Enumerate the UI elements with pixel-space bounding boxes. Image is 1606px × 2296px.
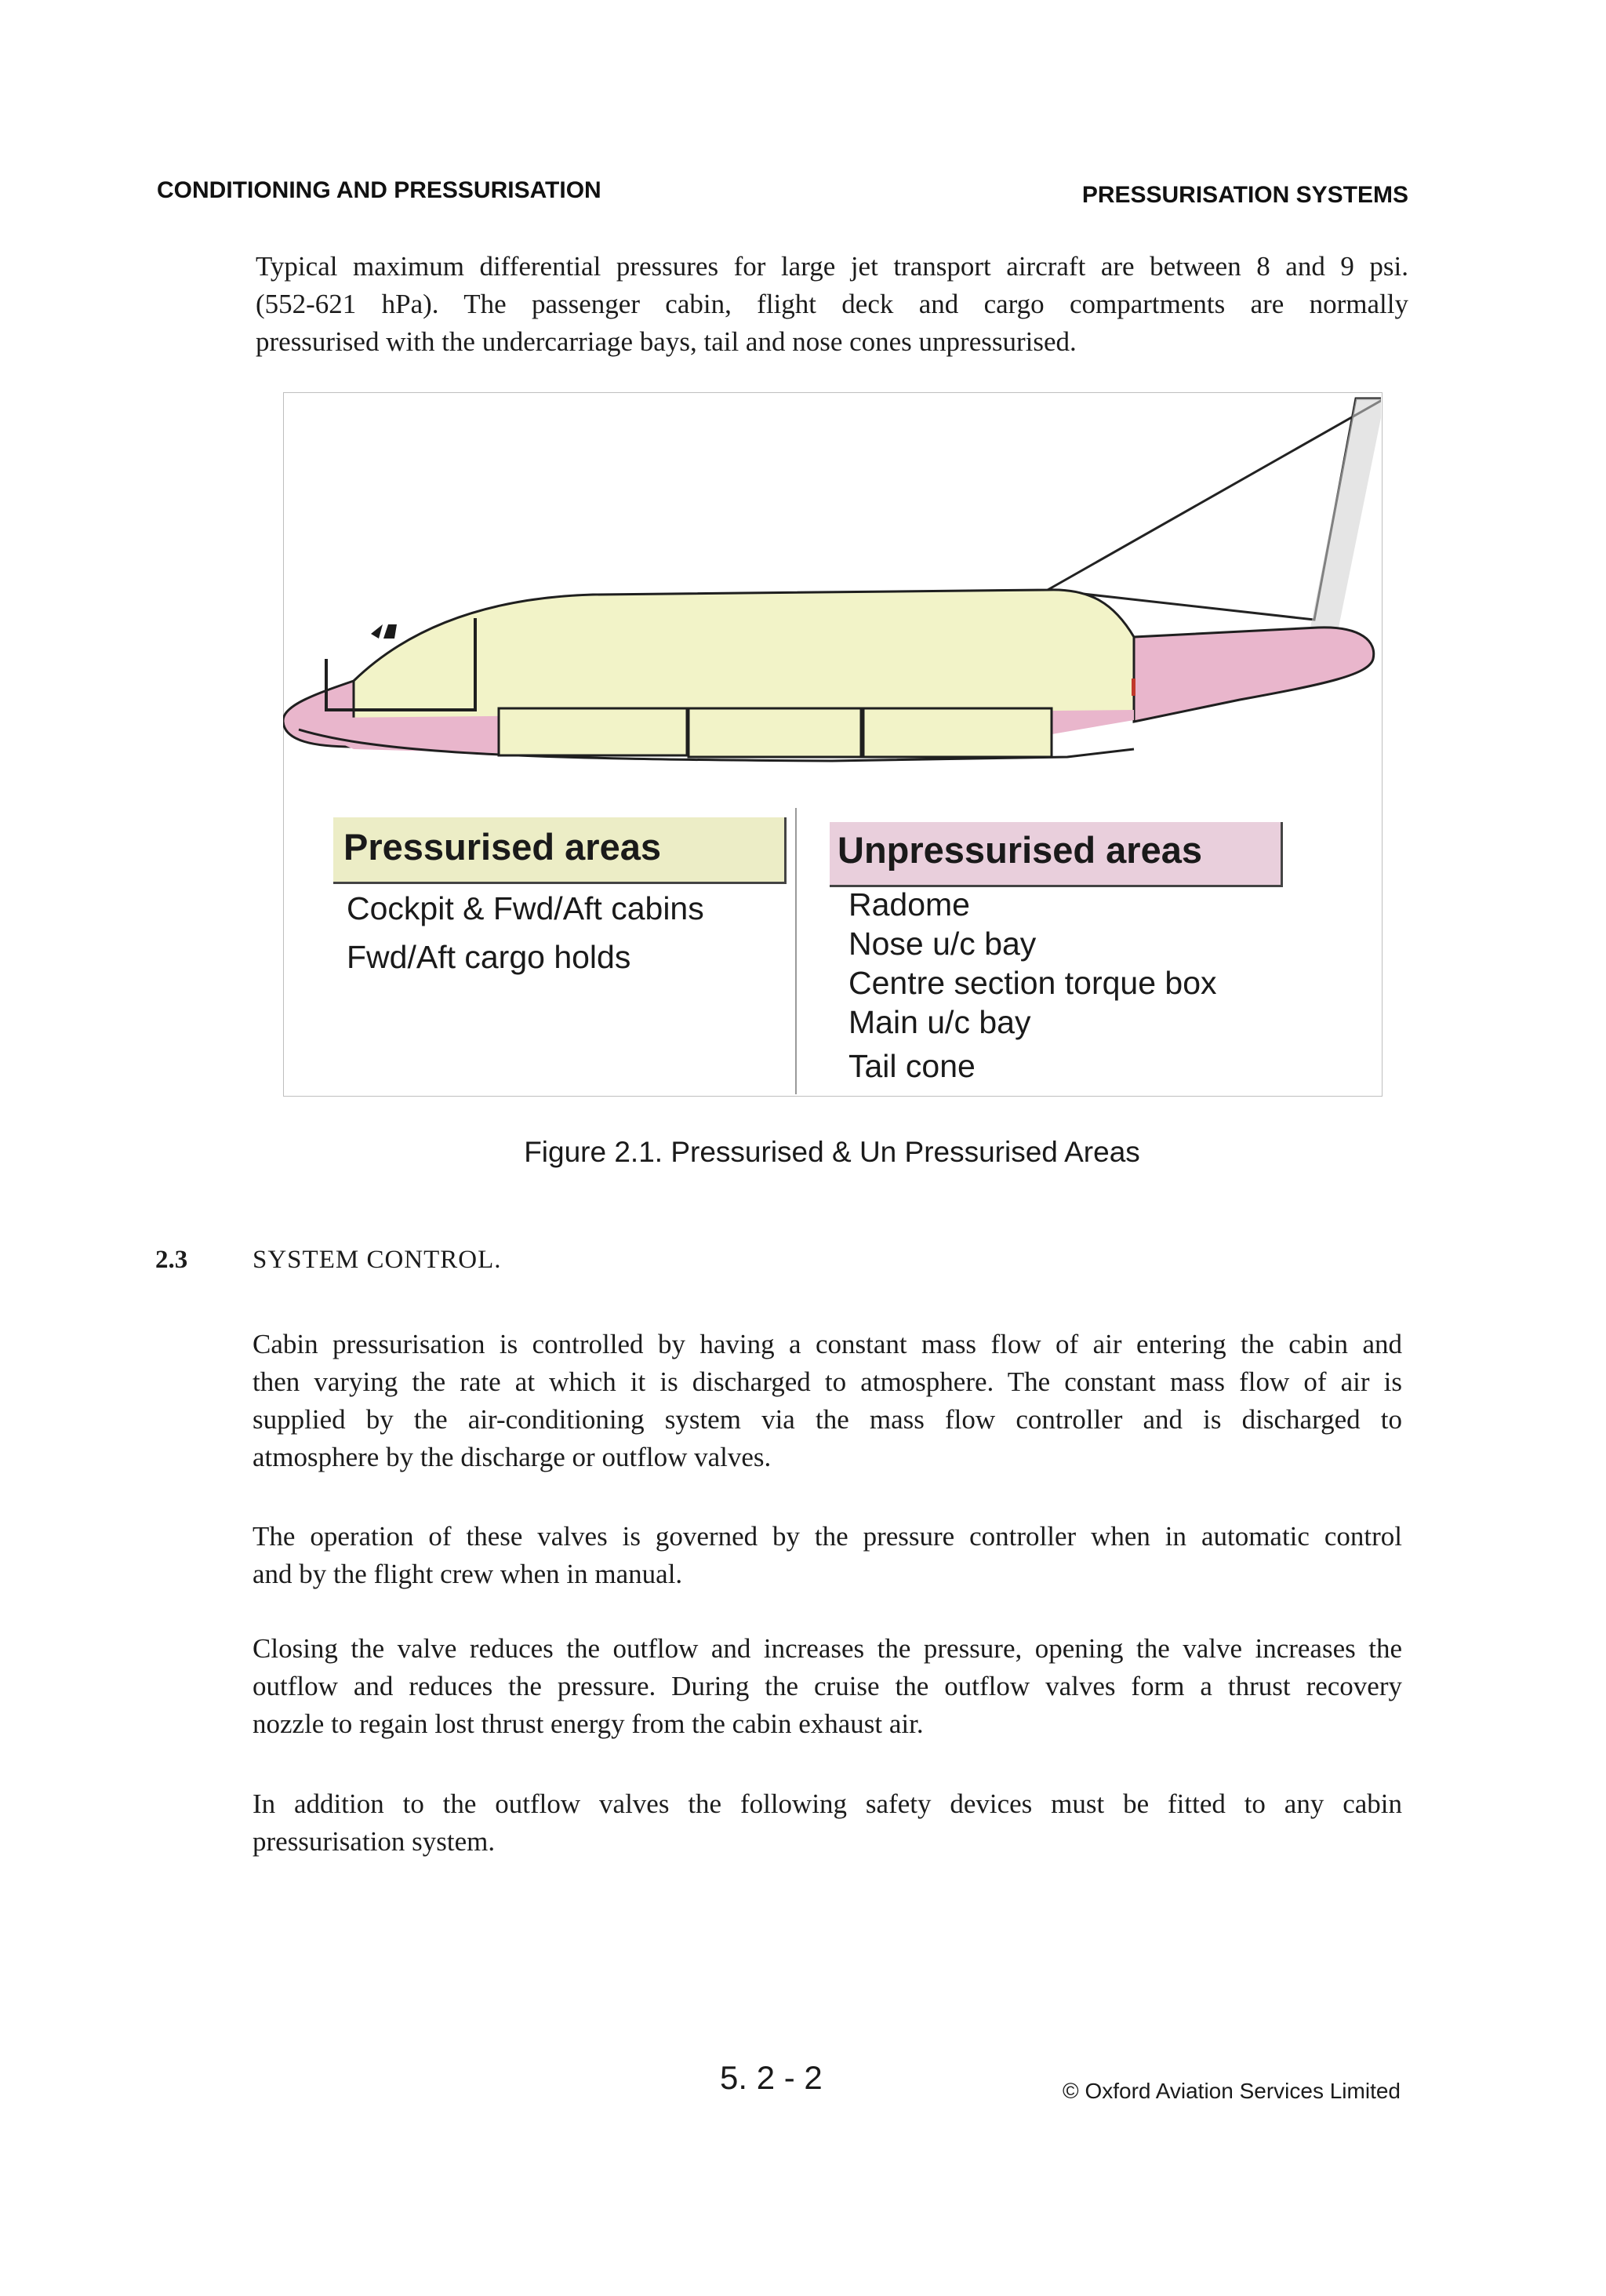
paragraph-line: The operation of these valves is governed by the pressure controller when in automatic control	[253, 1521, 1402, 1552]
paragraph-line: supplied by the air-conditioning system via the mass flow controller and is discharged to	[253, 1404, 1402, 1435]
paragraph-line: then varying the rate at which it is discharged to atmosphere. The constant mass flow of air is	[253, 1366, 1402, 1397]
tail-cone	[1134, 628, 1374, 722]
unpressurised-item: Centre section torque box	[848, 965, 1217, 1001]
figure-caption: Figure 2.1. Pressurised & Un Pressurised Areas	[524, 1136, 1140, 1168]
section-title: SYSTEM CONTROL.	[253, 1246, 502, 1274]
copyright: © Oxford Aviation Services Limited	[1063, 2079, 1401, 2103]
unpressurised-item: Main u/c bay	[848, 1004, 1031, 1040]
paragraph-line: and by the flight crew when in manual.	[253, 1559, 683, 1589]
aft-cargo-hold	[863, 708, 1052, 757]
intro-line: Typical maximum differential pressures for large jet transport aircraft are between 8 and 9 psi.	[256, 251, 1408, 282]
paragraph	[253, 1518, 1402, 1593]
paragraph-line: Closing the valve reduces the outflow and increases the pressure, opening the valve increases the	[253, 1633, 1402, 1664]
unpressurised-item: Tail cone	[848, 1048, 976, 1084]
pressurised-title: Pressurised areas	[343, 826, 662, 868]
intro-paragraph	[256, 248, 1408, 361]
header-right: PRESSURISATION SYSTEMS	[1081, 182, 1408, 208]
pressurised-item: Cockpit & Fwd/Aft cabins	[347, 890, 704, 926]
section-number: 2.3	[155, 1246, 188, 1274]
paragraph-line: outflow and reduces the pressure. During the cruise the outflow valves form a thrust recovery	[253, 1671, 1402, 1701]
paragraph-line: atmosphere by the discharge or outflow valves.	[253, 1442, 772, 1472]
aircraft-diagram	[283, 392, 1381, 800]
unpressurised-title: Unpressurised areas	[838, 829, 1203, 871]
centre-section-box	[689, 708, 861, 757]
cockpit-windows	[371, 624, 397, 639]
page-number: 5. 2 - 2	[720, 2059, 823, 2096]
pressurised-list	[347, 889, 704, 977]
unpressurised-list	[848, 885, 1217, 1086]
pressurised-item: Fwd/Aft cargo holds	[347, 939, 631, 975]
fwd-cargo-hold	[499, 708, 687, 755]
paragraph-line: pressurisation system.	[253, 1826, 496, 1857]
unpressurised-item: Nose u/c bay	[848, 926, 1037, 962]
unpressurised-item: Radome	[848, 886, 970, 922]
legend-divider	[795, 808, 797, 1094]
paragraph	[253, 1630, 1402, 1743]
paragraph-line: nozzle to regain lost thrust energy from the cabin exhaust air.	[253, 1708, 924, 1739]
paragraph-line: Cabin pressurisation is controlled by having a constant mass flow of air entering the cabin and	[253, 1329, 1402, 1359]
paragraph-line: In addition to the outflow valves the following safety devices must be fitted to any cabin	[253, 1788, 1402, 1819]
header-left: CONDITIONING AND PRESSURISATION	[157, 177, 601, 203]
intro-line: pressurised with the undercarriage bays, tail and nose cones unpressurised.	[256, 326, 1077, 357]
intro-line: (552-621 hPa). The passenger cabin, flight deck and cargo compartments are normally	[256, 289, 1408, 319]
paragraph	[253, 1785, 1402, 1861]
paragraph	[253, 1326, 1402, 1476]
